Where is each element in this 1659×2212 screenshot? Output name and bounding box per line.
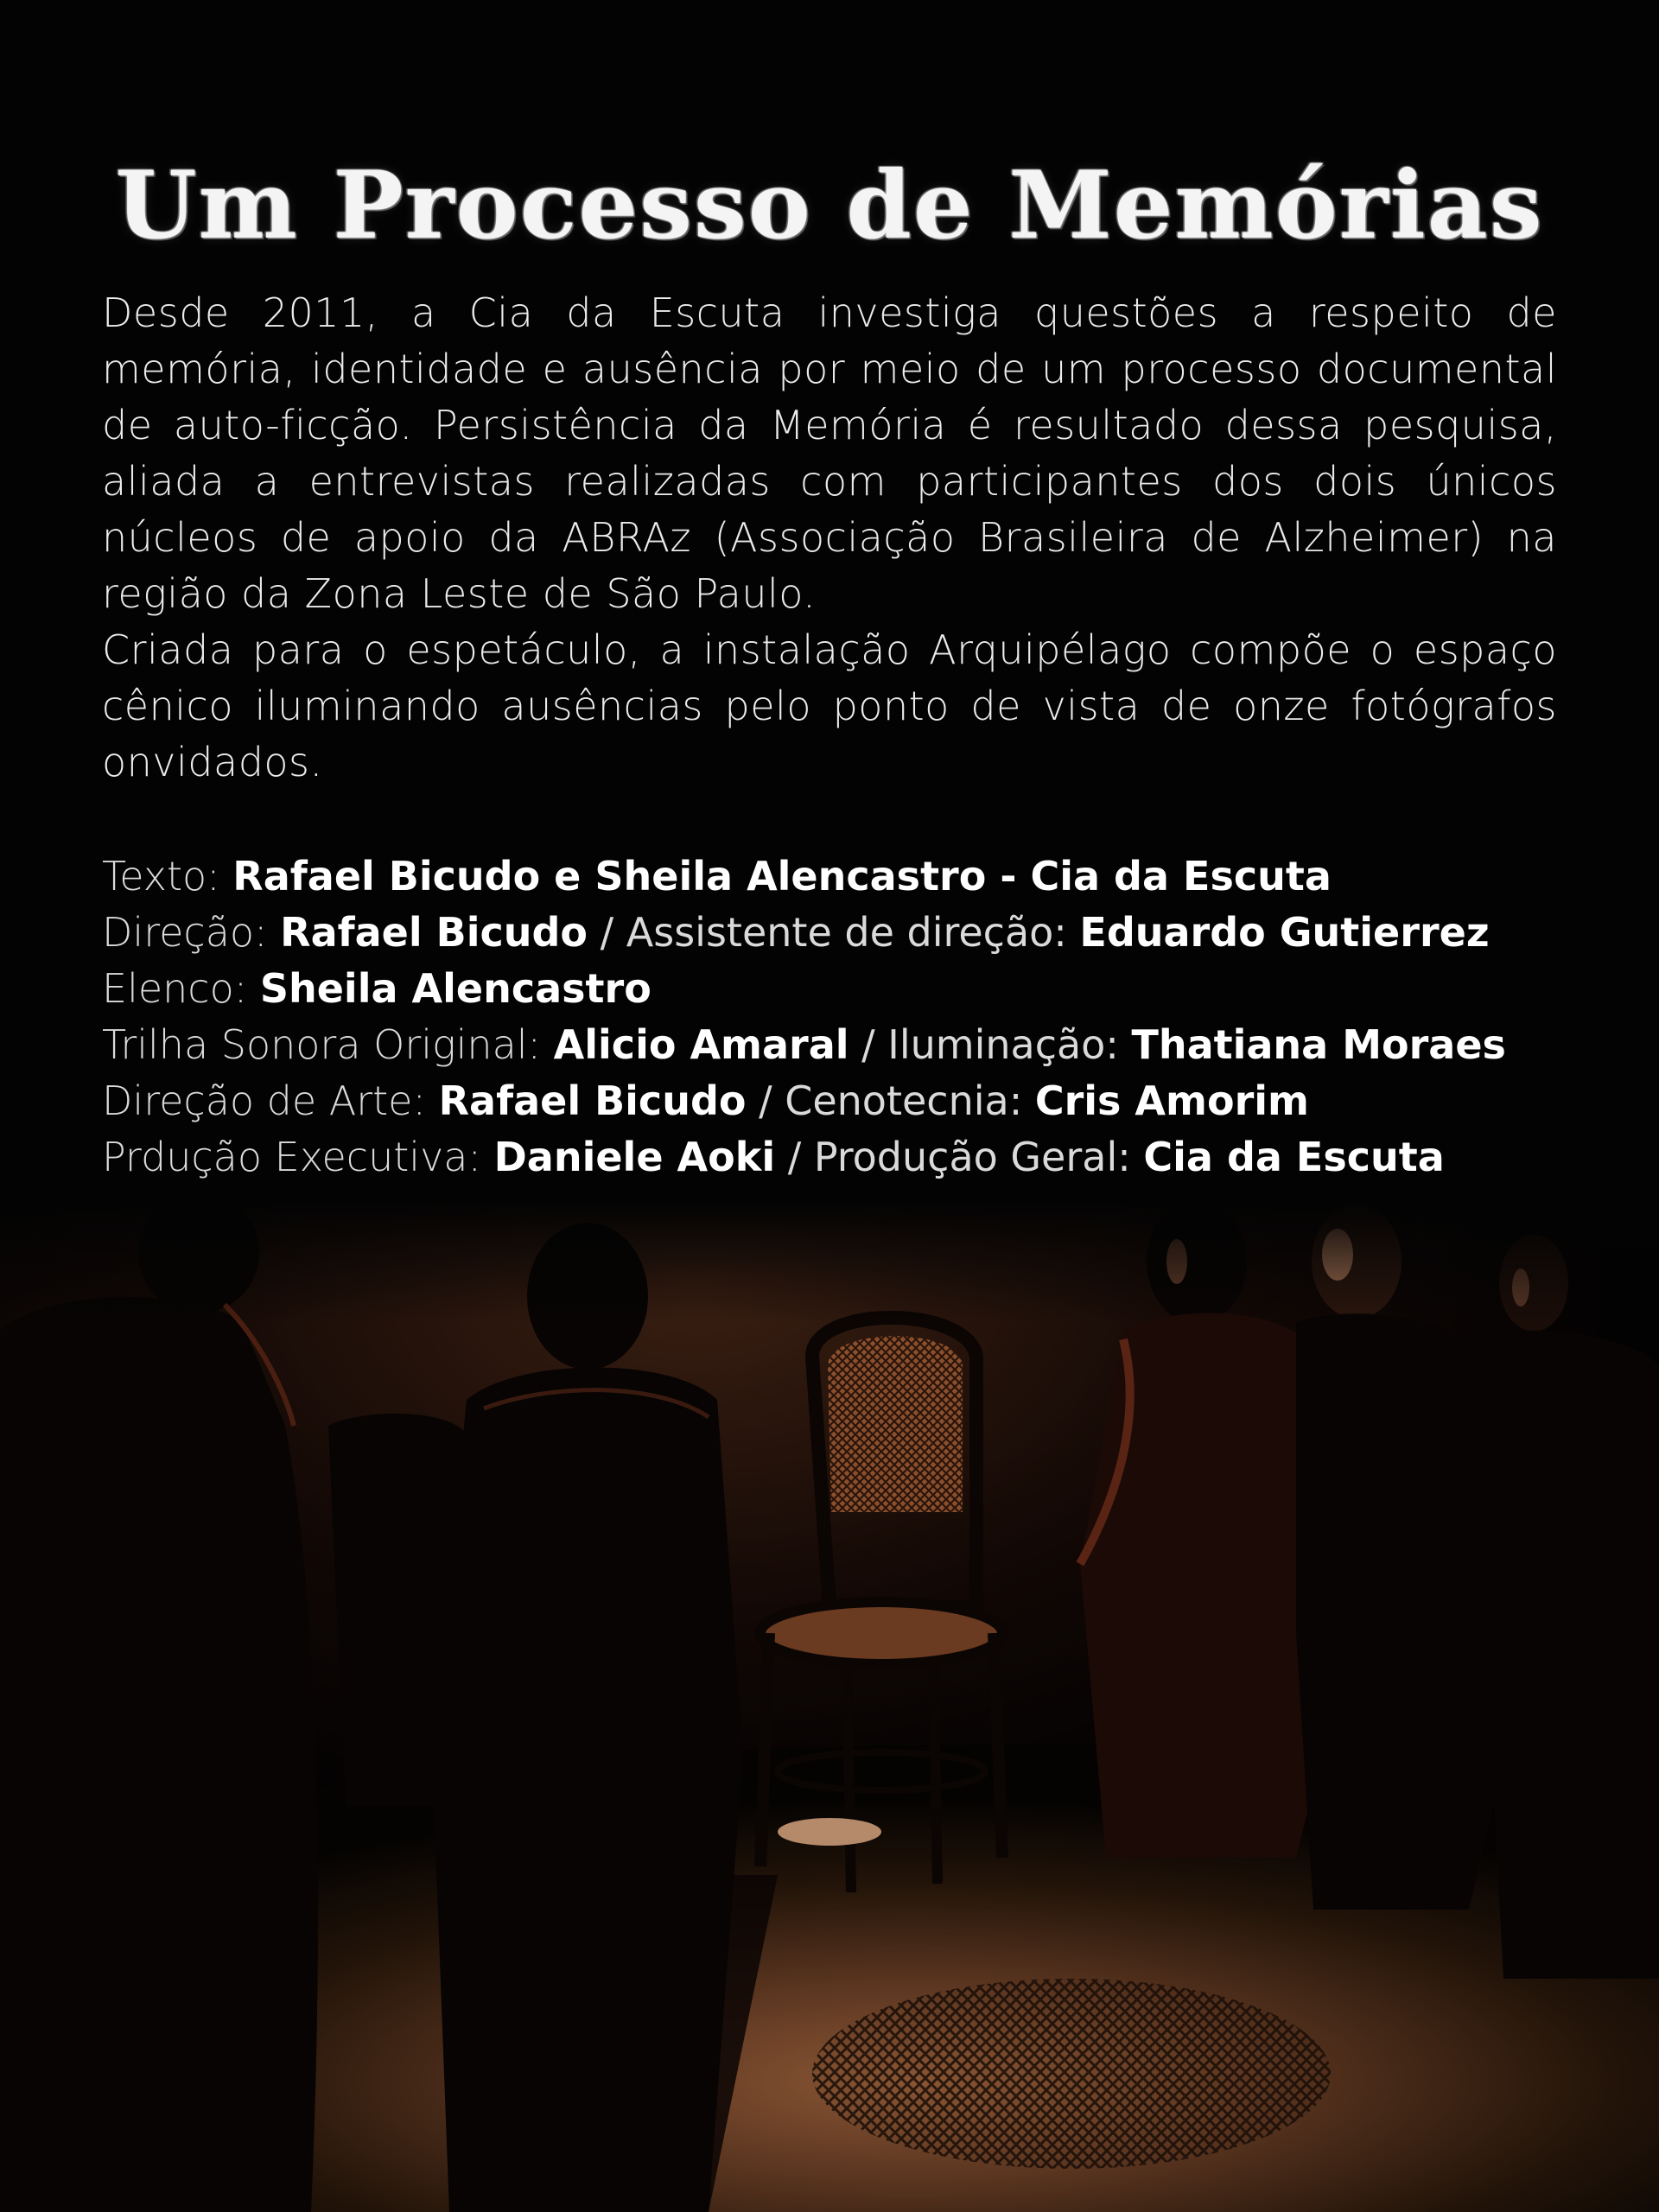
credit-name: Alicio Amaral <box>553 1021 849 1068</box>
credit-name-secondary: Thatiana Moraes <box>1131 1021 1506 1068</box>
credit-row-producao <box>102 1129 1571 1185</box>
credit-name: Daniele Aoki <box>493 1134 776 1180</box>
credit-row-elenco <box>102 961 1571 1017</box>
intro-paragraph-1: Desde 2011, a Cia da Escuta investiga questões a respeito de memória, identidade e ausência por meio de um processo documental de auto-ficção. Persistência da Memória é resultado dessa pesquisa, aliada a entrevistas realizadas com participantes dos dois únicos núcleos de apoio da ABRAz (Associação Brasileira de Alzheimer) na região da Zona Leste de São Paulo. <box>102 289 1557 617</box>
credit-role-secondary: / Iluminação: <box>849 1021 1132 1068</box>
credit-name: Rafael Bicudo e Sheila Alencastro - Cia da Escuta <box>232 853 1332 899</box>
credit-role-secondary: / Cenotecnia: <box>746 1077 1035 1124</box>
credit-name: Sheila Alencastro <box>259 965 652 1012</box>
credit-name-secondary: Cia da Escuta <box>1143 1134 1445 1180</box>
photo-top-fade <box>0 1201 1659 2212</box>
credit-role: Trilha Sonora Original: <box>102 1021 554 1068</box>
credit-row-direcao <box>102 905 1571 961</box>
credit-role: Elenco: <box>102 965 260 1012</box>
credit-name-secondary: Cris Amorim <box>1034 1077 1309 1124</box>
stage-photo <box>0 1201 1659 2212</box>
credit-name-secondary: Eduardo Gutierrez <box>1079 909 1490 956</box>
intro-paragraph-2: Criada para o espetáculo, a instalação Arquipélago compõe o espaço cênico iluminando ausências pelo ponto de vista de onze fotógrafos onvidados. <box>102 626 1557 785</box>
credit-role: Prdução Executiva: <box>102 1134 494 1180</box>
credit-name: Rafael Bicudo <box>438 1077 747 1124</box>
credit-row-trilha <box>102 1017 1571 1073</box>
credit-row-texto <box>102 849 1571 905</box>
credit-role: Texto: <box>102 853 233 899</box>
poster-title: Um Processo de Memórias <box>115 151 1544 260</box>
credit-row-arte <box>102 1073 1571 1129</box>
intro-text <box>102 285 1557 791</box>
credit-role: Direção: <box>102 909 281 956</box>
credits-list <box>102 849 1571 1185</box>
credit-role: Direção de Arte: <box>102 1077 439 1124</box>
credit-name: Rafael Bicudo <box>280 909 588 956</box>
credit-role-secondary: / Assistente de direção: <box>588 909 1080 956</box>
credit-role-secondary: / Produção Geral: <box>775 1134 1144 1180</box>
